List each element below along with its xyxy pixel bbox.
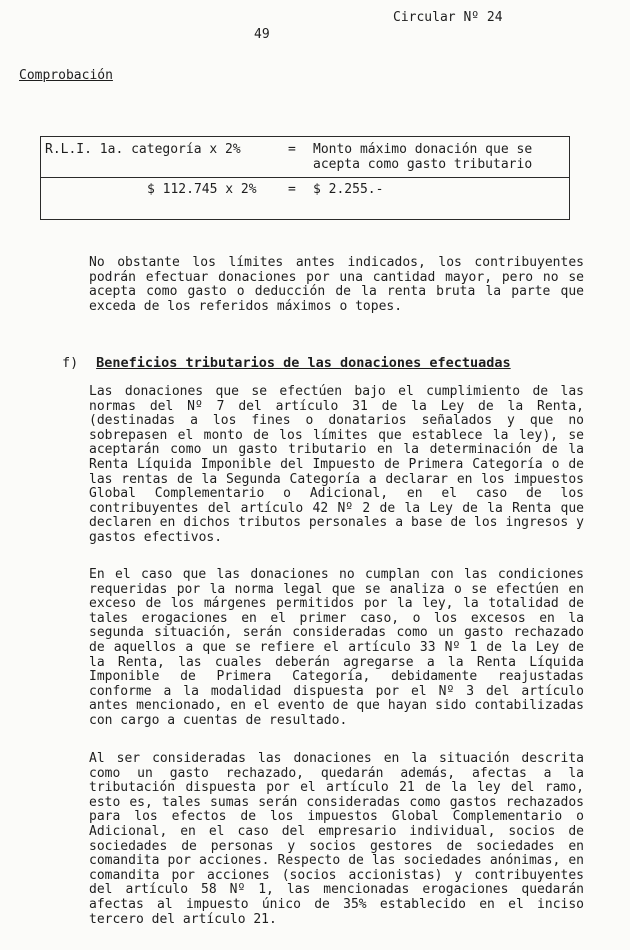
- page-number: 49: [254, 27, 270, 42]
- paragraph-rejected-expense: En el caso que las donaciones no cumplan con las condiciones requeridas por la norma legal que se analiza o se efectúen en exceso de los márgenes permitidos por la ley, la totalidad de tales erogaciones en el primer caso, o los excesos en la segunda situación, serán consideradas como un gasto rechazado de aquellos a que se refiere el artículo 33 Nº 1 de la Ley de la Renta, las cuales deberán agregarse a la Renta Líquida Imponible de Primera Categoría, debidamente reajustadas conforme a la modalidad dispuesta por el Nº 3 del artículo antes mencionado, en el evento de que hayan sido contabilizadas con cargo a cuentas de resultado.: [89, 567, 584, 728]
- table-divider: [41, 177, 569, 178]
- table-row2-formula: $ 112.745 x 2%: [147, 182, 257, 197]
- table-row1-formula: R.L.I. 1a. categoría x 2%: [45, 142, 241, 157]
- paragraph-limits: No obstante los límites antes indicados, los contribuyentes podrán efectuar donaciones por una cantidad mayor, pero no se acepta como gasto o deducción de la renta bruta la parte que exceda de los referidos máximos o topes.: [89, 255, 584, 314]
- table-row1-equals: =: [288, 142, 296, 157]
- table-row2-equals: =: [288, 182, 296, 197]
- table-row2-result: $ 2.255.-: [313, 182, 384, 197]
- subsection-label: f): [62, 355, 79, 371]
- table-row1-description: Monto máximo donación que se acepta como gasto tributario: [313, 142, 533, 172]
- subsection-title: Beneficios tributarios de las donaciones efectuadas: [96, 355, 511, 371]
- paragraph-taxation: Al ser consideradas las donaciones en la situación descrita como un gasto rechazado, quedarán además, afectas a la tributación dispuesta por el artículo 21 de la ley del ramo, esto es, tales sumas serán consideradas como gastos rechazados para los efectos de los impuestos Global Complementario o Adicional, en el caso del empresario individual, socios de sociedades de personas y socios gestores de sociedades en comandita por acciones. Respecto de las sociedades anónimas, en comandita por acciones (socios accionistas) y contribuyentes del artículo 58 Nº 1, las mencionadas erogaciones quedarán afectas al impuesto único de 35% establecido en el inciso tercero del artículo 21.: [89, 751, 584, 927]
- paragraph-tax-benefits: Las donaciones que se efectúen bajo el cumplimiento de las normas del Nº 7 del artículo 31 de la Ley de la Renta, (destinadas a los fines o donatarios señalados y que no sobrepasen el monto de los límites que establece la ley), se aceptarán como un gasto tributario en la determinación de la Renta Líquida Imponible del Impuesto de Primera Categoría o de las rentas de la Segunda Categoría a declarar en los impuestos Global Complementario o Adicional, en el caso de los contribuyentes del artículo 42 Nº 2 de la Ley de la Renta que declaren en dichos tributos personales a base de los ingresos y gastos efectivos.: [89, 384, 584, 545]
- circular-header: Circular Nº 24: [393, 10, 503, 25]
- section-title: Comprobación: [19, 68, 113, 83]
- calculation-table: [40, 136, 570, 220]
- subsection-heading: [62, 355, 511, 371]
